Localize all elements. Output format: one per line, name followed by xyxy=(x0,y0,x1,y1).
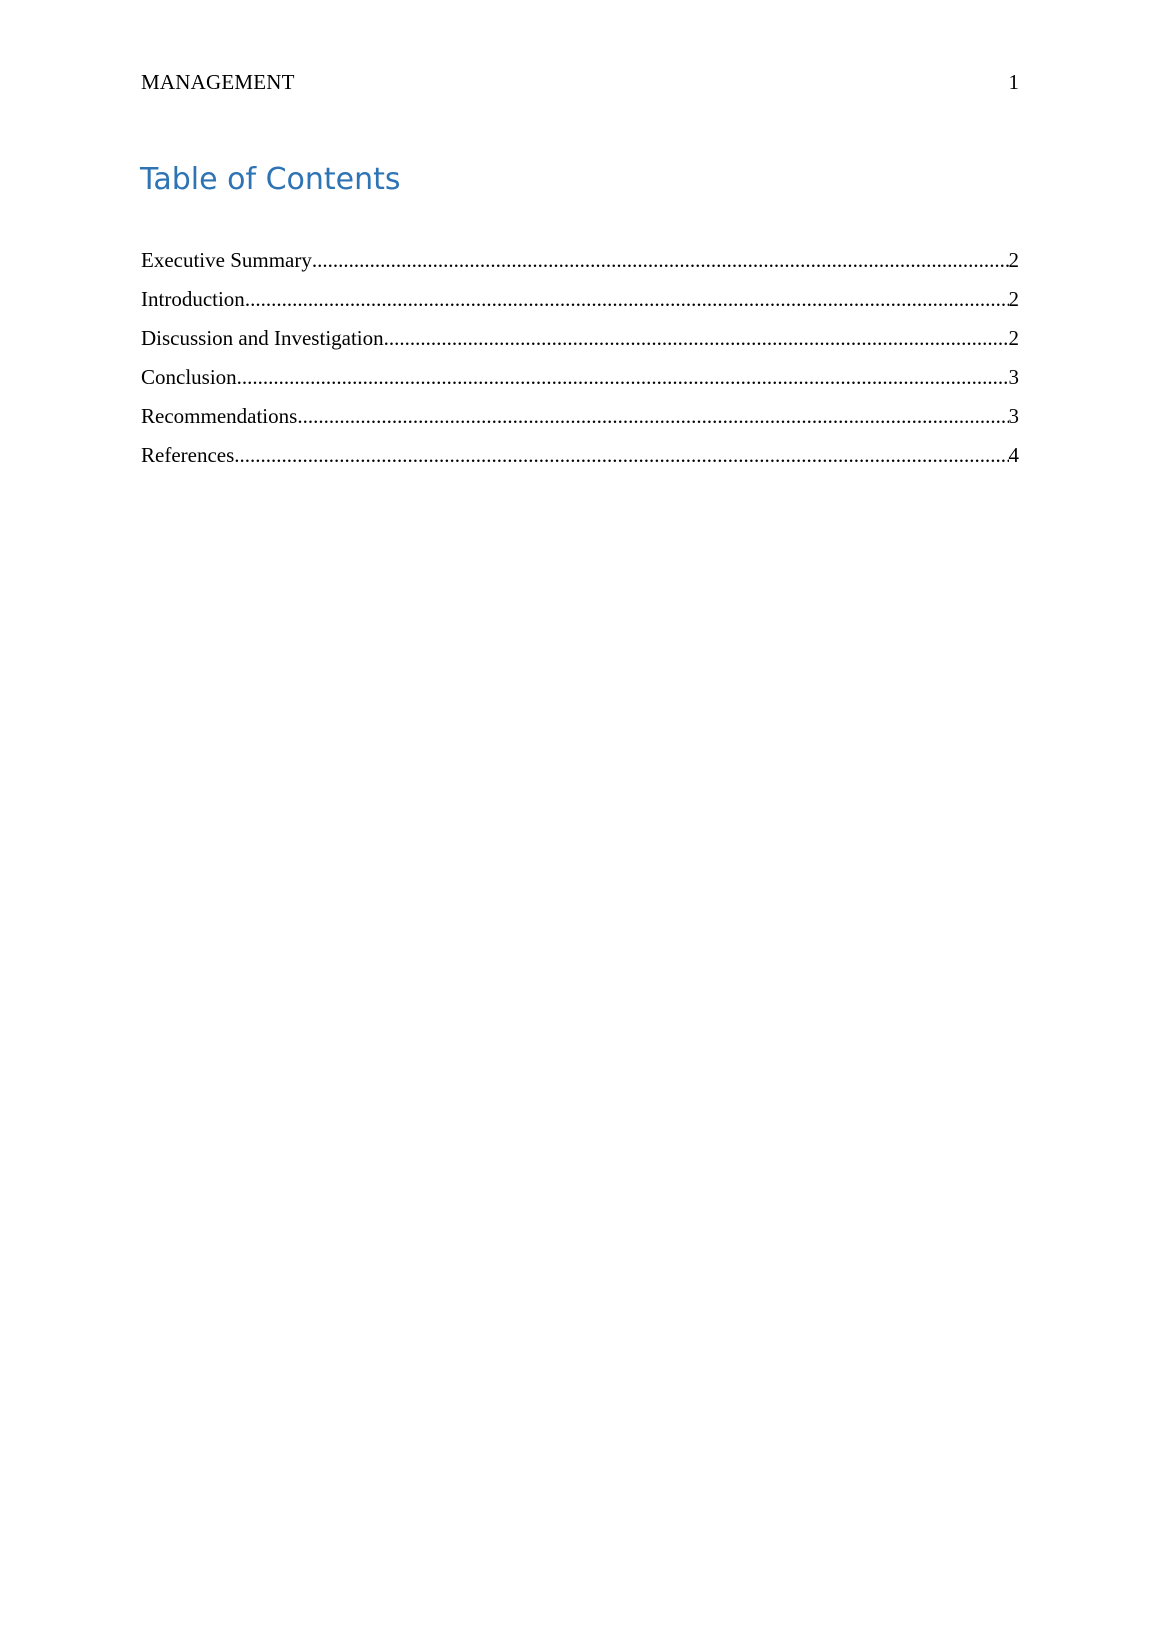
toc-entry-label: Executive Summary xyxy=(141,248,312,272)
toc-dot-leader xyxy=(245,285,1009,314)
toc-entry-label: Conclusion xyxy=(141,365,237,389)
toc-heading: Table of Contents xyxy=(140,162,401,197)
toc-entry-label: References xyxy=(141,443,235,467)
toc-entry-page: 3 xyxy=(1008,404,1019,428)
toc-dot-leader xyxy=(234,441,1008,470)
toc-dot-leader xyxy=(297,402,1008,431)
page-header xyxy=(141,69,1019,95)
toc-dot-leader xyxy=(312,246,1009,275)
toc-entry-label: Discussion and Investigation xyxy=(141,326,384,350)
toc-entry-page: 2 xyxy=(1008,248,1019,272)
toc-entry-conclusion[interactable] xyxy=(141,363,1019,402)
toc-entry-page: 3 xyxy=(1008,365,1019,389)
toc-dot-leader xyxy=(384,324,1009,353)
toc-entry-executive-summary[interactable] xyxy=(141,246,1019,285)
toc-entry-label: Recommendations xyxy=(141,404,298,428)
toc-entry-label: Introduction xyxy=(141,287,245,311)
toc-entry-page: 2 xyxy=(1008,287,1019,311)
running-head-title: MANAGEMENT xyxy=(141,70,295,94)
toc-entry-recommendations[interactable] xyxy=(141,402,1019,441)
toc-dot-leader xyxy=(237,363,1009,392)
toc-list xyxy=(141,246,1019,480)
toc-entry-page: 4 xyxy=(1008,443,1019,467)
toc-entry-discussion-and-investigation[interactable] xyxy=(141,324,1019,363)
toc-entry-introduction[interactable] xyxy=(141,285,1019,324)
toc-entry-page: 2 xyxy=(1008,326,1019,350)
toc-entry-references[interactable] xyxy=(141,441,1019,480)
page-number: 1 xyxy=(1008,70,1019,94)
